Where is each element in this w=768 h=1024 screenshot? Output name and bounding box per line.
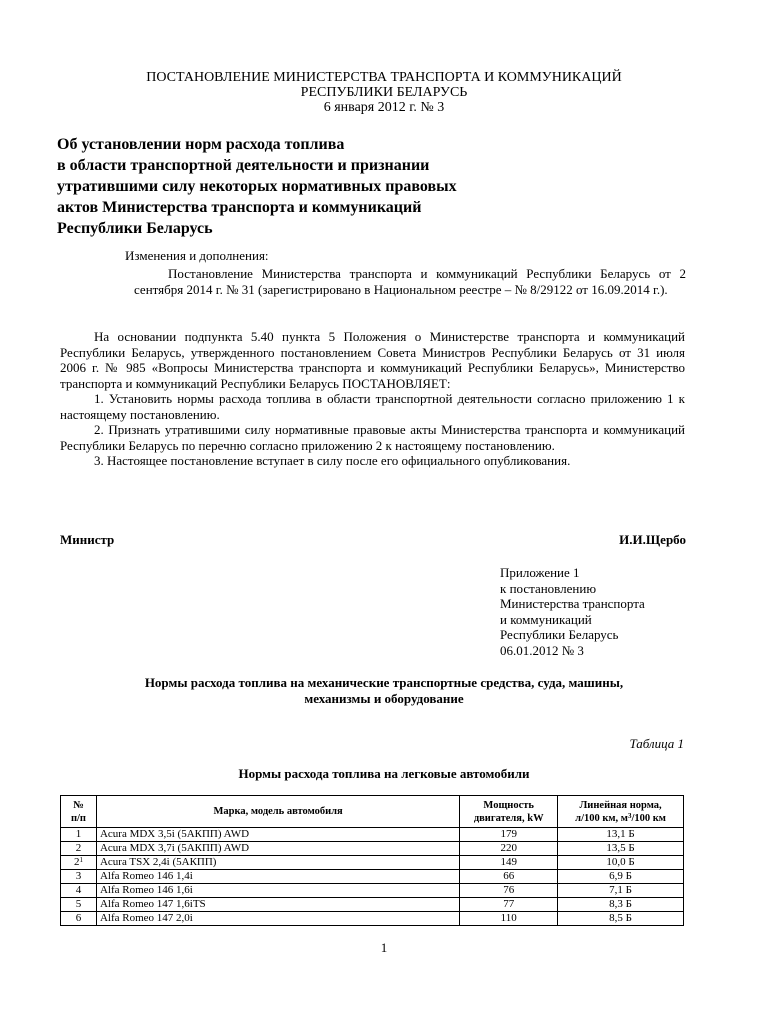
body-paragraph: 3. Настоящее постановление вступает в силу после его официального опубликования. <box>94 453 571 468</box>
row-model: Alfa Romeo 146 1,6i <box>96 884 459 898</box>
row-num-value: 2 <box>75 842 82 854</box>
row-norm: 6,9 Б <box>558 870 684 884</box>
row-norm: 13,1 Б <box>558 828 684 842</box>
table-title: Нормы расхода топлива на легковые автомобили <box>238 766 530 781</box>
row-power: 66 <box>460 870 558 884</box>
table-row <box>61 898 684 912</box>
header-norm-sup: 3 <box>627 811 632 820</box>
header-line-2: РЕСПУБЛИКИ БЕЛАРУСЬ <box>300 85 468 100</box>
row-model: Alfa Romeo 146 1,4i <box>96 870 459 884</box>
title-line: утратившими силу некоторых нормативных правовых <box>57 178 457 195</box>
header-date: 6 января 2012 г. № 3 <box>323 100 445 115</box>
header-norm-line2 <box>561 812 680 825</box>
row-num-value: 2 <box>73 856 80 868</box>
row-num-value: 1 <box>75 828 82 840</box>
row-power: 76 <box>460 884 558 898</box>
body-paragraph: 2. Признать утратившими силу нормативные правовые акты Министерства транспорта и коммуникаций Республики Беларусь по перечню согласно приложению 2 к настоящему постановлению. <box>60 422 685 453</box>
row-num-value: 5 <box>75 898 82 910</box>
row-power: 179 <box>460 828 558 842</box>
norms-title-line: механизмы и оборудование <box>304 691 464 706</box>
header-line-1: ПОСТАНОВЛЕНИЕ МИНИСТЕРСТВА ТРАНСПОРТА И КОММУНИКАЦИЙ <box>146 70 622 85</box>
changes-text: Постановление Министерства транспорта и коммуникаций Республики Беларусь от 2 сентября 2014 г. № 31 (зарегистрировано в Национальном реестре – № 8/29122 от 16.09.2014 г.). <box>134 266 686 297</box>
row-num <box>61 828 97 842</box>
header-num-line2: п/п <box>70 812 86 824</box>
table-header-row <box>61 796 684 828</box>
row-model: Alfa Romeo 147 2,0i <box>96 912 459 926</box>
row-norm: 10,0 Б <box>558 856 684 870</box>
appendix-line: 06.01.2012 № 3 <box>500 642 584 658</box>
appendix-line: Министерства транспорта <box>500 596 645 611</box>
table-row <box>61 870 684 884</box>
header-num <box>61 796 97 828</box>
row-num-value: 6 <box>75 912 82 924</box>
resolution-header <box>60 70 708 115</box>
appendix-block <box>500 565 645 658</box>
header-power <box>460 796 558 828</box>
appendix-line: Приложение 1 <box>500 565 580 580</box>
row-norm: 13,5 Б <box>558 842 684 856</box>
document-title <box>57 134 577 239</box>
row-power: 149 <box>460 856 558 870</box>
body-paragraph: На основании подпункта 5.40 пункта 5 Положения о Министерстве транспорта и коммуникаций Республики Беларусь, утвержденного постановлением Совета Министров Республики Беларусь от 31 июля 2006 г. № 985 «Вопросы Министерства транспорта и коммуникаций Республики Беларусь», Министерство транспорта и коммуникаций Республики Беларусь ПОСТАНОВЛЯЕТ: <box>60 329 685 391</box>
header-norm <box>558 796 684 828</box>
header-norm-line1: Линейная норма, <box>579 799 662 811</box>
row-power: 77 <box>460 898 558 912</box>
header-norm-unit-b: /100 км <box>631 812 666 824</box>
table-row <box>61 842 684 856</box>
norms-title <box>60 675 708 707</box>
page-number: 1 <box>380 940 388 955</box>
row-num <box>61 884 97 898</box>
row-num <box>61 856 97 870</box>
row-power: 220 <box>460 842 558 856</box>
appendix-line: и коммуникаций <box>500 611 592 627</box>
row-num <box>61 898 97 912</box>
title-line: актов Министерства транспорта и коммуникаций <box>57 199 422 216</box>
row-model: Alfa Romeo 147 1,6iTS <box>96 898 459 912</box>
signature-name: И.И.Щербо <box>619 532 686 547</box>
row-norm: 7,1 Б <box>558 884 684 898</box>
norms-title-line: Нормы расхода топлива на механические транспортные средства, суда, машины, <box>144 675 624 690</box>
header-model: Марка, модель автомобиля <box>96 796 459 828</box>
header-power-line1: Мощность <box>483 799 534 811</box>
header-power-line2: двигателя, kW <box>473 812 544 824</box>
table-row <box>61 912 684 926</box>
row-model: Acura TSX 2,4i (5АКПП) <box>96 856 459 870</box>
table-row <box>61 828 684 842</box>
row-norm: 8,5 Б <box>558 912 684 926</box>
row-model: Acura MDX 3,5i (5АКПП) AWD <box>96 828 459 842</box>
fuel-norms-table <box>60 795 684 926</box>
row-power: 110 <box>460 912 558 926</box>
title-line: Республики Беларусь <box>57 220 213 237</box>
row-num <box>61 870 97 884</box>
body-paragraph: 1. Установить нормы расхода топлива в области транспортной деятельности согласно приложению 1 к настоящему постановлению. <box>60 391 685 422</box>
row-num-value: 4 <box>75 884 82 896</box>
appendix-line: Республики Беларусь <box>500 627 619 642</box>
row-num <box>61 842 97 856</box>
row-model: Acura MDX 3,7i (5АКПП) AWD <box>96 842 459 856</box>
row-num <box>61 912 97 926</box>
title-line: Об установлении норм расхода топлива <box>57 136 345 153</box>
document-body <box>60 329 685 469</box>
header-norm-unit-a: л/100 км, м <box>575 812 628 824</box>
changes-label: Изменения и дополнения: <box>125 248 269 263</box>
signature-position: Министр <box>60 532 115 547</box>
appendix-line: к постановлению <box>500 580 597 596</box>
table-row <box>61 856 684 870</box>
table-label: Таблица 1 <box>629 736 684 751</box>
row-num-sup: 1 <box>79 856 83 864</box>
row-norm: 8,3 Б <box>558 898 684 912</box>
table-row <box>61 884 684 898</box>
row-num-value: 3 <box>75 870 82 882</box>
header-num-line1: № <box>73 799 84 811</box>
title-line: в области транспортной деятельности и признании <box>57 157 430 174</box>
